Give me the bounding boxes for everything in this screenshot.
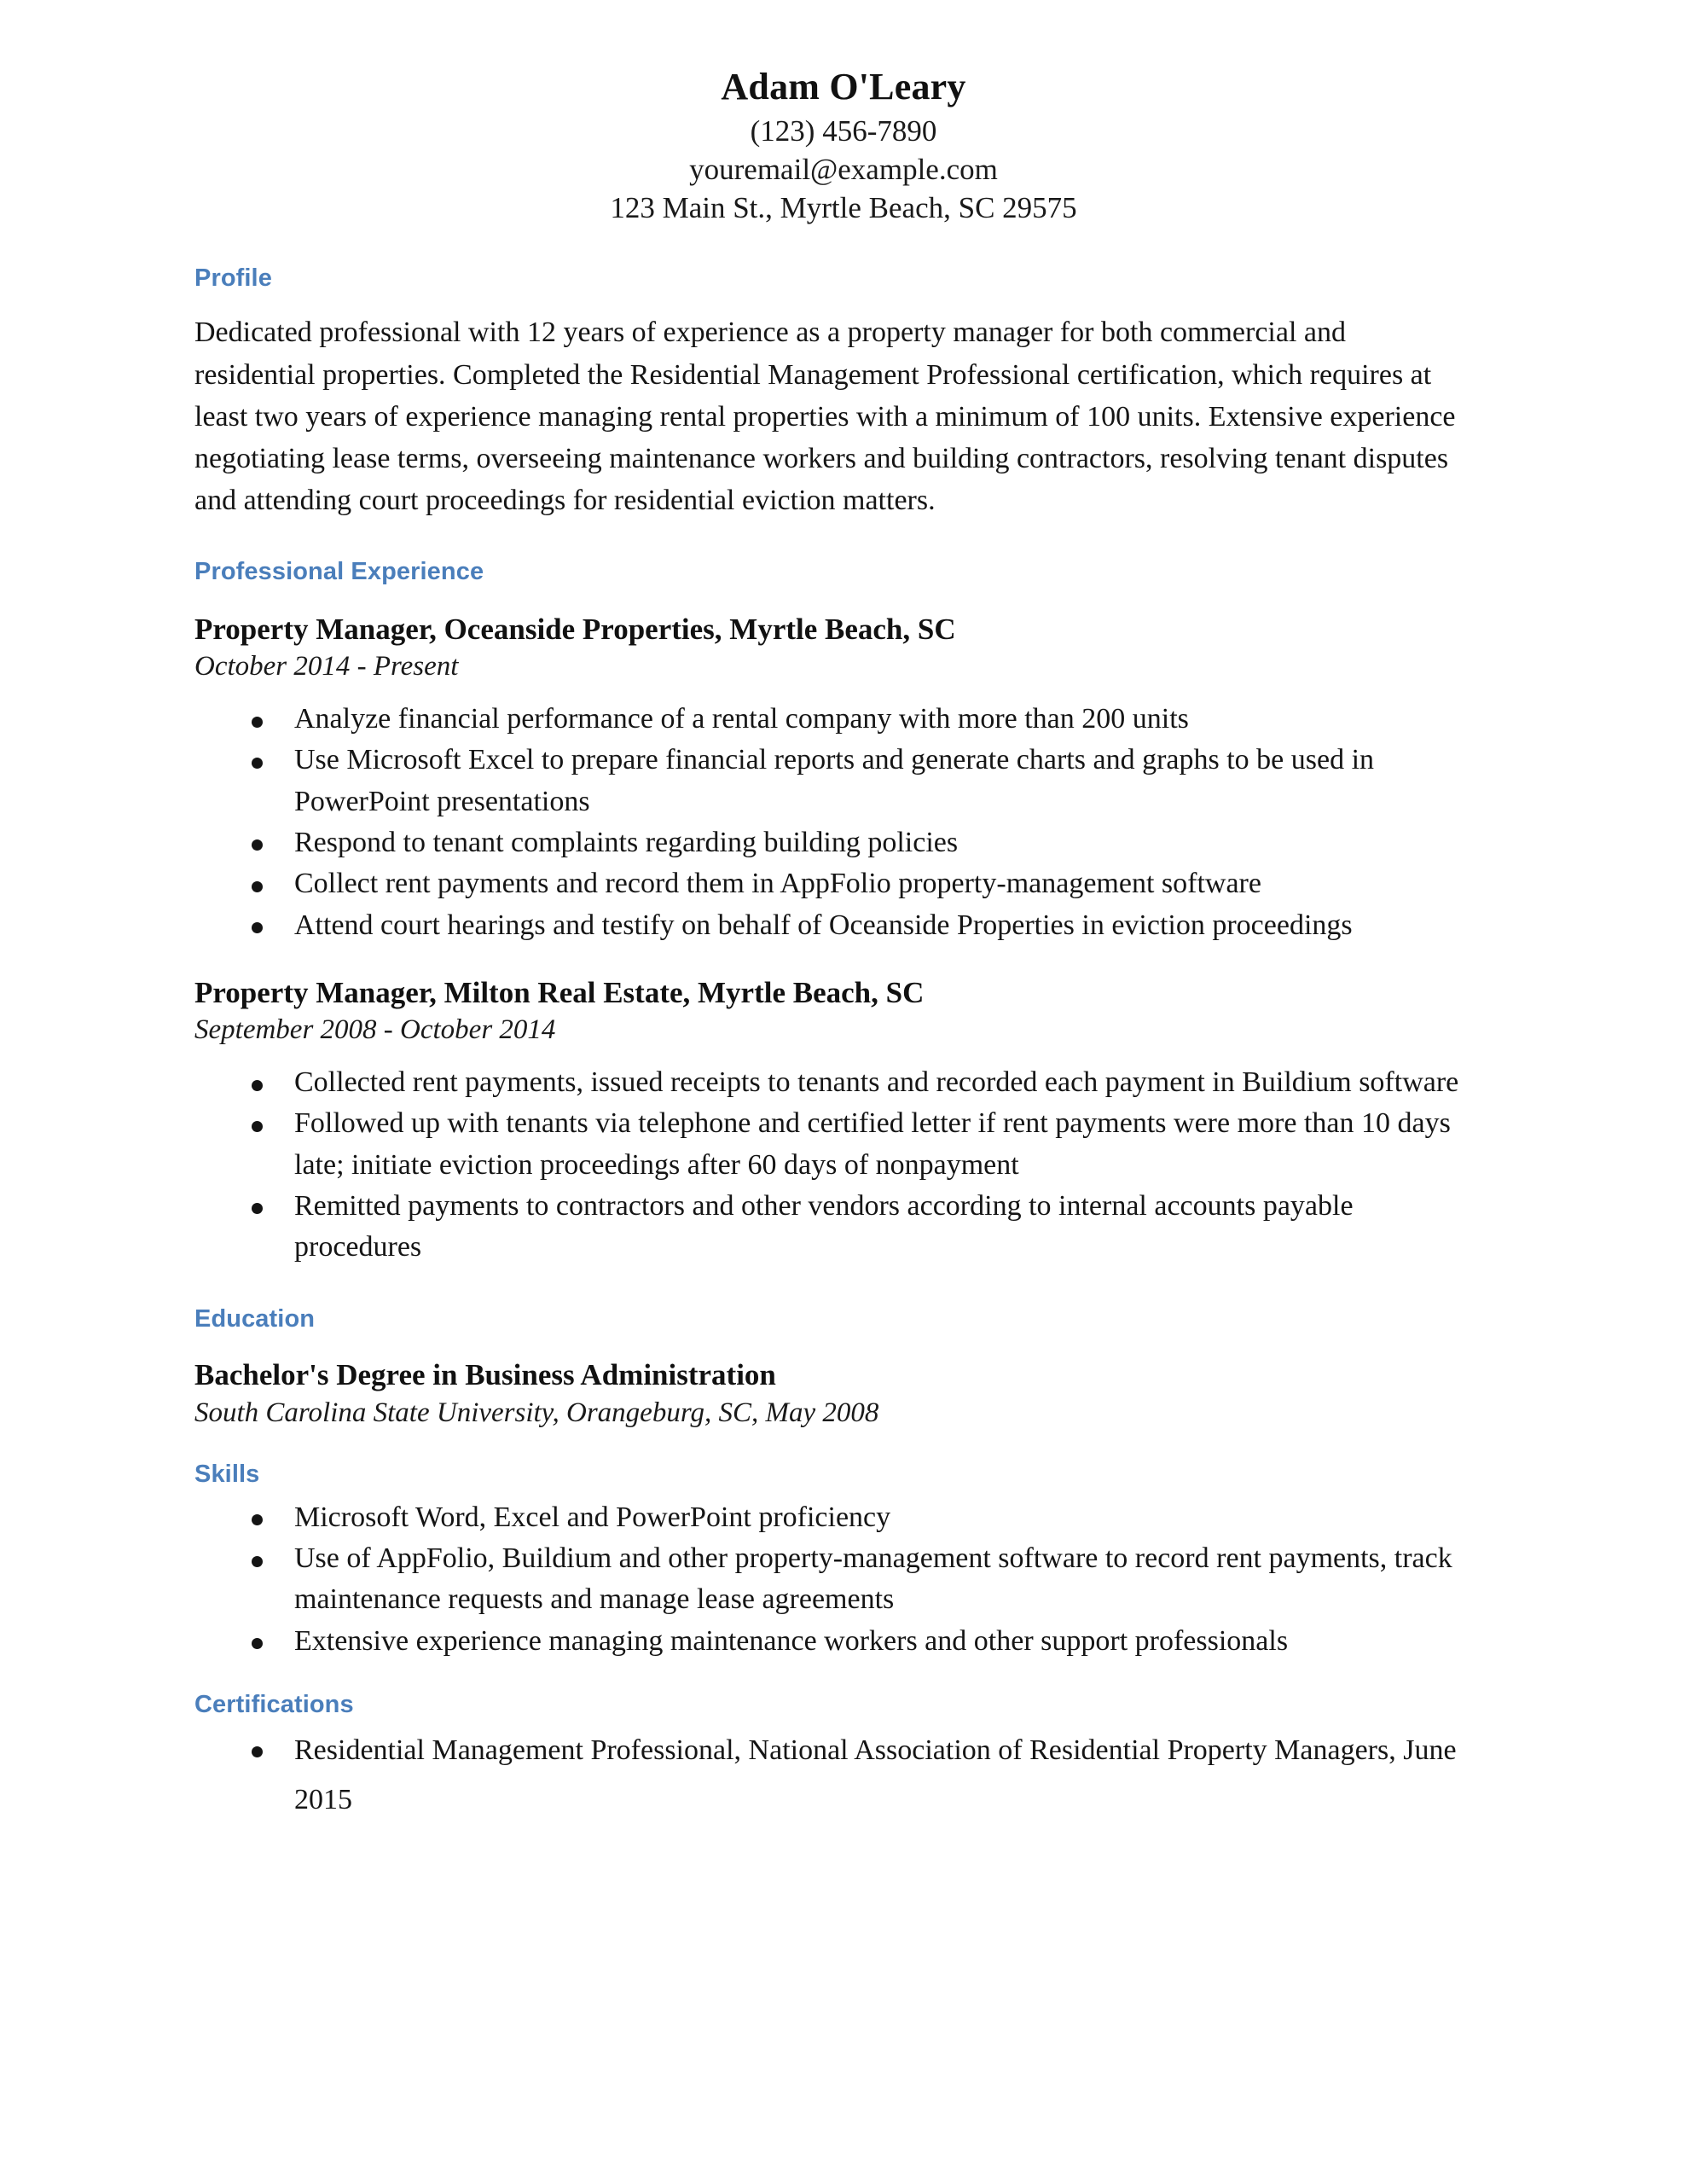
- section-heading-skills: Skills: [194, 1460, 260, 1488]
- section-heading-education: Education: [194, 1305, 316, 1333]
- job-bullet-list: [194, 1062, 1474, 1268]
- profile-summary: Dedicated professional with 12 years of experience as a property manager for both commercial and residential properties. Completed the Residential Management Professional certification, which requires at least two years of experience managing rental properties with a minimum of 100 units. Extensive experience negotiating lease terms, overseeing maintenance workers and building contractors, resolving tenant disputes and attending court proceedings for residential eviction matters.: [194, 317, 1456, 517]
- degree-title: Bachelor's Degree in Business Administration: [194, 1358, 776, 1392]
- list-item: Collect rent payments and record them in AppFolio property-management software: [194, 863, 1474, 904]
- list-item: Collected rent payments, issued receipts to tenants and recorded each payment in Buildium software: [194, 1062, 1474, 1103]
- list-item: Use of AppFolio, Buildium and other property-management software to record rent payments, track maintenance requests and manage lease agreements: [194, 1538, 1474, 1621]
- experience-entry: [194, 610, 1474, 946]
- list-item: Residential Management Professional, National Association of Residential Property Managers, June 2015: [194, 1726, 1474, 1826]
- candidate-name: Adam O'Leary: [721, 66, 966, 107]
- job-bullet-list: [194, 699, 1474, 946]
- skills-bullet-list: [194, 1497, 1474, 1662]
- section-heading-experience: Professional Experience: [194, 557, 484, 585]
- experience-entry: [194, 973, 1474, 1269]
- job-dates: October 2014 - Present: [194, 651, 459, 682]
- list-item: Analyze financial performance of a rental company with more than 200 units: [194, 699, 1474, 740]
- resume-header: [0, 0, 1687, 227]
- job-title: Property Manager, Oceanside Properties, Myrtle Beach, SC: [194, 612, 956, 646]
- contact-email: youremail@example.com: [689, 152, 998, 186]
- section-heading-certifications: Certifications: [194, 1690, 354, 1718]
- list-item: Followed up with tenants via telephone and certified letter if rent payments were more than 10 days late; initiate eviction proceedings after 60 days of nonpayment: [194, 1103, 1474, 1186]
- resume-body: [194, 227, 1474, 1826]
- certifications-bullet-list: [194, 1726, 1474, 1826]
- list-item: Attend court hearings and testify on behalf of Oceanside Properties in eviction proceedings: [194, 905, 1474, 946]
- job-dates: September 2008 - October 2014: [194, 1014, 556, 1046]
- contact-address: 123 Main St., Myrtle Beach, SC 29575: [610, 190, 1077, 224]
- list-item: Respond to tenant complaints regarding building policies: [194, 822, 1474, 863]
- list-item: Use Microsoft Excel to prepare financial reports and generate charts and graphs to be used in PowerPoint presentations: [194, 740, 1474, 822]
- institution-detail: South Carolina State University, Orangeburg, SC, May 2008: [194, 1397, 879, 1428]
- job-title: Property Manager, Milton Real Estate, Myrtle Beach, SC: [194, 975, 925, 1009]
- list-item: Remitted payments to contractors and other vendors according to internal accounts payable procedures: [194, 1186, 1474, 1269]
- contact-phone: (123) 456-7890: [750, 113, 937, 148]
- education-entry: [194, 1356, 1474, 1431]
- list-item: Extensive experience managing maintenance workers and other support professionals: [194, 1621, 1474, 1662]
- list-item: Microsoft Word, Excel and PowerPoint proficiency: [194, 1497, 1474, 1538]
- section-heading-profile: Profile: [194, 264, 272, 293]
